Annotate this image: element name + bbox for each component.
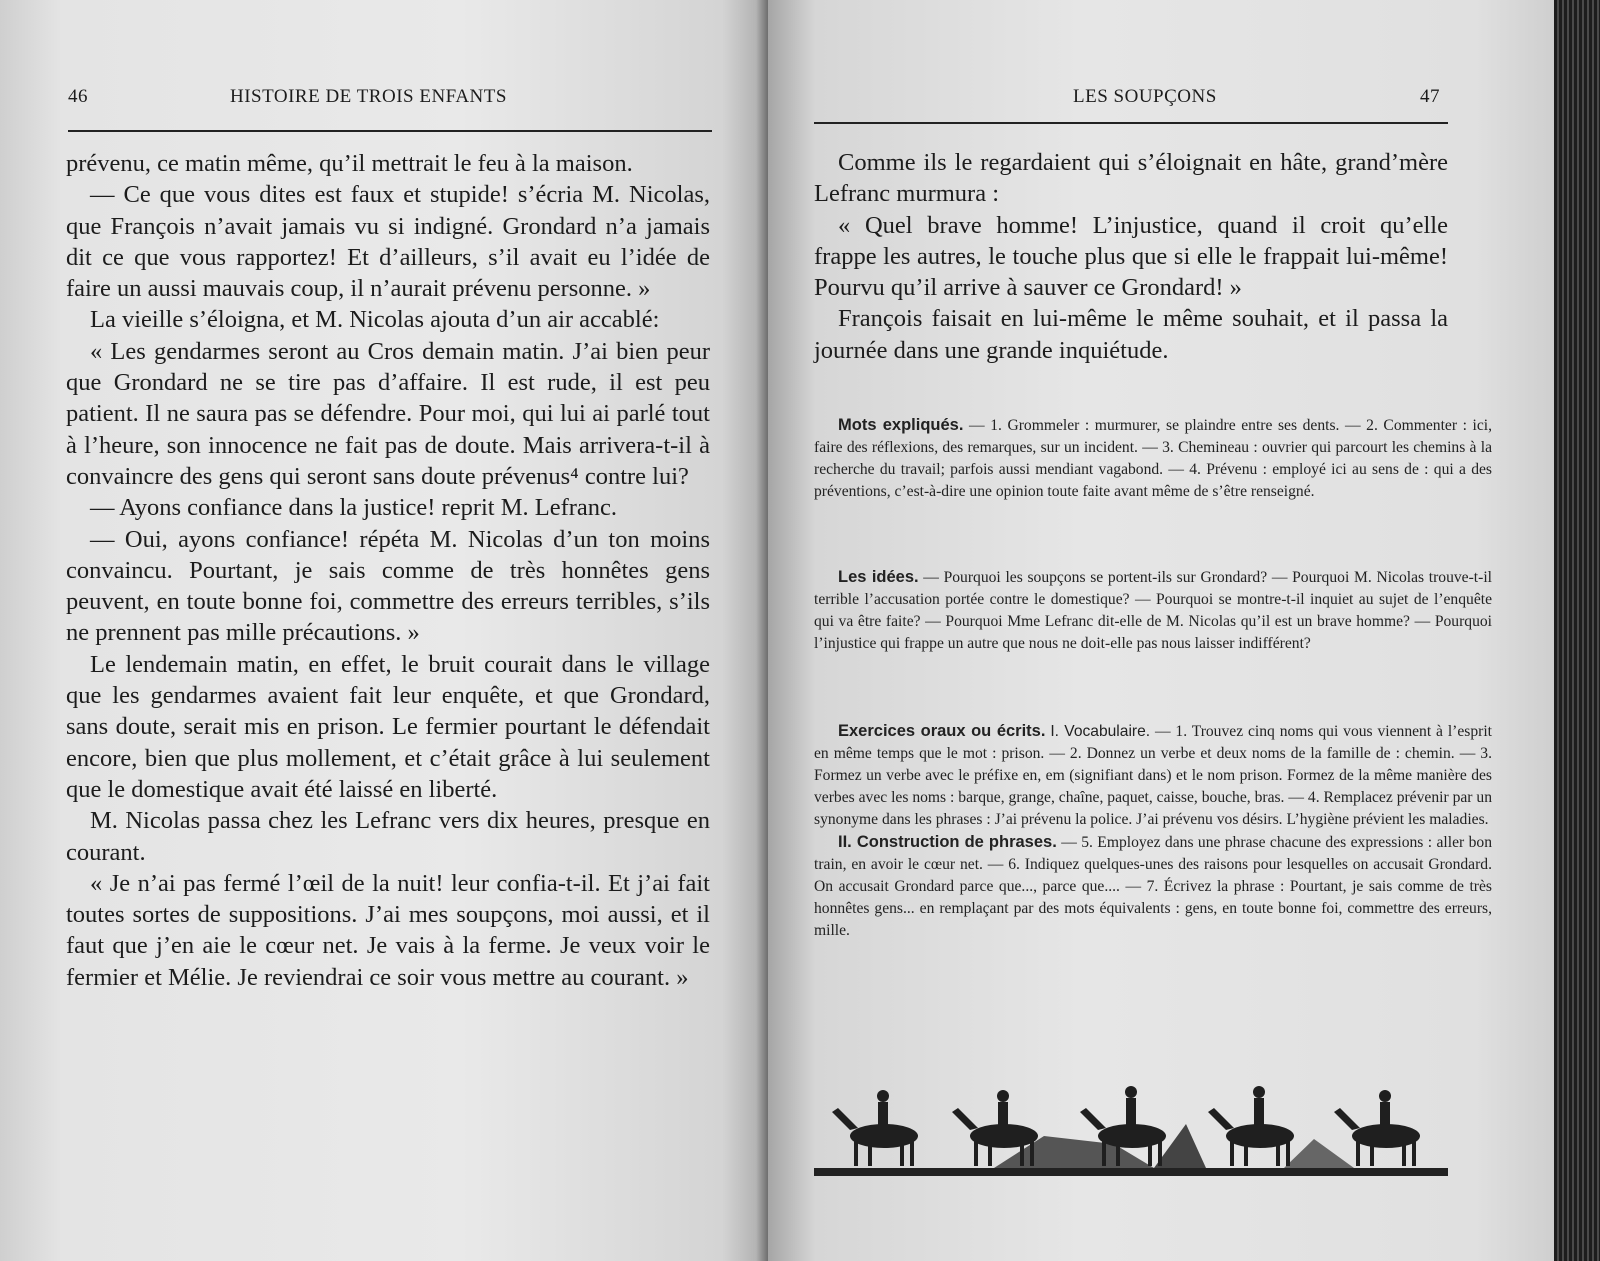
exercices-part1-text: — 1. Trouvez cinq noms qui vous viennent à l’esprit en même temps que le mot : prison. — 2. Donnez un verbe et deux noms de la famille de : chemin. — 3. Formez un verbe avec le préfixe en, em (signifiant dans) et le nom prison. Formez de la même manière des verbes avec les noms : barque, grange, chaîne, paquet, caisse, bouche, bras. — 4. Remplacez prévenir par un synonyme dans les phrases : J’ai prévenu la police. J’ai prévenu vos désirs. L’hygiène prévient les maladies. xyxy=(814,723,1492,828)
paragraph: François faisait en lui-même le même souhait, et il passa la journée dans une grande inquiétude. xyxy=(814,305,1448,364)
idees-heading: Les idées. xyxy=(838,568,919,586)
horse-rider-5 xyxy=(1334,1090,1420,1166)
header-rule-left xyxy=(68,130,712,132)
idees-section xyxy=(814,566,1492,655)
header-rule-right xyxy=(814,122,1448,124)
paragraph: Le lendemain matin, en effet, le bruit courait dans le village que les gendarmes avaient fait leur enquête, et que Grondard, sans doute, serait mis en prison. Le fermier pourtant le défendait encore, bien que plus mollement, et c’était grâce à lui seulement que le domestique avait été laissé en liberté. xyxy=(66,650,710,803)
paragraph: « Quel brave homme! L’injustice, quand il croit qu’elle frappe les autres, le touche plus que si elle le frappait lui-même! Pourvu qu’il arrive à sauver ce Grondard! » xyxy=(814,211,1448,302)
book-page-edges xyxy=(1554,0,1600,1261)
horsemen-vignette xyxy=(814,1084,1448,1176)
paragraph: — Ce que vous dites est faux et stupide! s’écria M. Nicolas, que François n’avait jamais vu si indigné. Grondard n’a jamais dit ce que vous rapportez! Et d’ailleurs, s’il avait eu l’idée de faire un aussi mauvais coup, il n’aurait prévenu personne. » xyxy=(66,181,710,303)
paragraph: M. Nicolas passa chez les Lefranc vers dix heures, presque en courant. xyxy=(66,807,710,866)
exercices-part2-text: — 5. Employez dans une phrase chacune des expressions : aller bon train, en avoir le cœur net. — 6. Indiquez quelques-unes des raisons pour lesquelles on accusait Grondard. On accusait Grondard parce que..., parce que.... — 7. Écrivez la phrase : Pourtant, je sais comme de très honnêtes gens... en remplaçant par des mots équivalents : gens, en toute bonne foi, commettre des erreurs, mille. xyxy=(814,834,1492,939)
paragraph: Comme ils le regardaient qui s’éloignait en hâte, grand’mère Lefranc murmura : xyxy=(814,149,1448,208)
mots-expliques-section xyxy=(814,414,1492,503)
right-body-text xyxy=(814,147,1448,366)
exercices-section xyxy=(814,720,1492,942)
left-page xyxy=(0,0,768,1261)
paragraph: « Les gendarmes seront au Cros demain matin. J’ai bien peur que Grondard ne se tire pas d’affaire. Il est rude, il est peu patient. Il ne saura pas se défendre. Pour moi, qui lui ai parlé tout à l’heure, son innocence ne fait pas de doute. Mais arrivera-t-il à convaincre des gens qui seront sans doute prévenus⁴ contre lui? xyxy=(66,337,710,490)
left-body-text xyxy=(66,148,710,993)
exercices-heading: Exercices oraux ou écrits. xyxy=(838,722,1046,740)
running-title-right: LES SOUPÇONS xyxy=(1073,86,1217,107)
horse-rider-1 xyxy=(832,1090,918,1166)
paragraph: prévenu, ce matin même, qu’il mettrait le feu à la maison. xyxy=(66,150,633,177)
right-page xyxy=(768,0,1554,1261)
mots-expliques-heading: Mots expliqués. xyxy=(838,416,964,434)
page-number-right: 47 xyxy=(1420,86,1440,107)
exercices-part2-label: II. Construction de phrases. xyxy=(838,833,1057,851)
page-number-left: 46 xyxy=(68,86,88,107)
idees-text: — Pourquoi les soupçons se portent-ils sur Grondard? — Pourquoi M. Nicolas trouve-t-il terrible l’accusation portée contre le domestique? — Pourquoi se montre-t-il inquiet au sujet de l’enquête qui va être faite? — Pourquoi Mme Lefranc dit-elle de M. Nicolas qu’il est un brave homme? — Pourquoi l’injustice qui frappe un autre que nous ne doit-elle pas nous laisser indifférent? xyxy=(814,569,1492,652)
paragraph: « Je n’ai pas fermé l’œil de la nuit! leur confia-t-il. Et j’ai fait toutes sortes de suppositions. J’ai mes soupçons, moi aussi, et il faut que j’en aie le cœur net. Je vais à la ferme. Je veux voir le fermier et Mélie. Je reviendrai ce soir vous mettre au courant. » xyxy=(66,869,710,991)
exercices-part1-label: I. Vocabulaire. xyxy=(1050,723,1151,740)
mots-expliques-text: — 1. Grommeler : murmurer, se plaindre entre ses dents. — 2. Commenter : ici, faire des réflexions, des remarques, sur un incident. — 3. Chemineau : ouvrier qui parcourt les chemins à la recherche du travail; parfois aussi mendiant vagabond. — 4. Prévenu : employé ici au sens de : qui a des préventions, c’est-à-dire une opinion toute faite avant même de s’être renseigné. xyxy=(814,417,1492,500)
running-title-left: HISTOIRE DE TROIS ENFANTS xyxy=(230,86,507,107)
horse-rider-4 xyxy=(1208,1086,1294,1166)
paragraph: — Ayons confiance dans la justice! reprit M. Lefranc. xyxy=(90,494,618,522)
paragraph: — Oui, ayons confiance! répéta M. Nicolas d’un ton moins convaincu. Pourtant, je sais comme de très honnêtes gens peuvent, en toute bonne foi, commettre des erreurs terribles, s’ils ne prennent pas mille précautions. » xyxy=(66,525,710,647)
paragraph: La vieille s’éloigna, et M. Nicolas ajouta d’un air accablé: xyxy=(90,306,660,334)
